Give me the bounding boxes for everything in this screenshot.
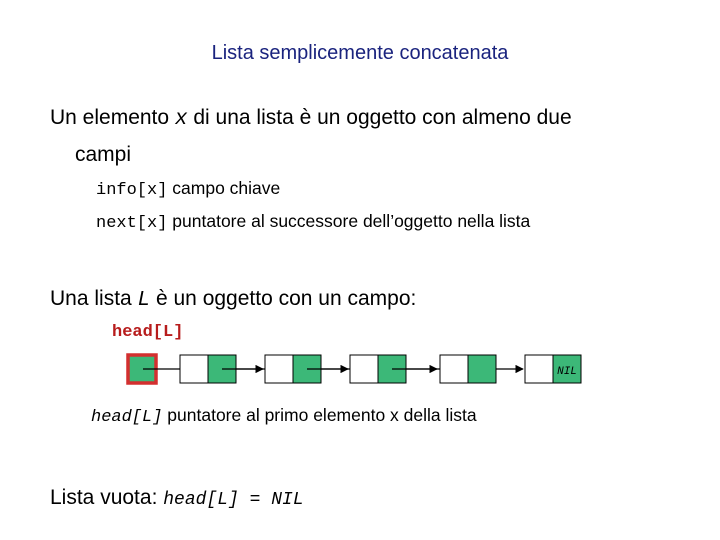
empty-list-label: Lista vuota: <box>50 486 164 509</box>
node-info-field <box>525 355 553 383</box>
field-info-desc: campo chiave <box>167 178 281 198</box>
node-info-field <box>265 355 293 383</box>
node-info-field <box>440 355 468 383</box>
head-desc-code: head[L] <box>91 408 163 427</box>
list-node <box>440 355 496 383</box>
head-description <box>91 405 477 427</box>
list-def-text-1: Una lista <box>50 287 138 310</box>
field-next-code: next[x] <box>96 214 168 233</box>
node-info-field <box>180 355 208 383</box>
list-def-text-2: è un oggetto con un campo: <box>150 287 417 310</box>
intro-line-2: campi <box>75 143 132 166</box>
empty-list-code: head[L] = NIL <box>163 490 304 510</box>
head-desc-text: puntatore al primo elemento x della lista <box>162 405 477 425</box>
node-next-field <box>468 355 496 383</box>
intro-text-1: Un elemento <box>50 106 175 129</box>
page-title: Lista semplicemente concatenata <box>211 42 509 64</box>
head-label: head[L] <box>112 323 184 342</box>
empty-list-line <box>50 486 304 510</box>
intro-text-2: di una lista è un oggetto con almeno due <box>187 106 572 129</box>
var-L: L <box>137 289 151 312</box>
node-info-field <box>350 355 378 383</box>
field-info-code: info[x] <box>96 181 168 200</box>
var-x: x <box>174 108 188 131</box>
field-next-desc: puntatore al successore dell’oggetto nella lista <box>167 211 531 231</box>
nil-label: NIL <box>557 366 577 378</box>
